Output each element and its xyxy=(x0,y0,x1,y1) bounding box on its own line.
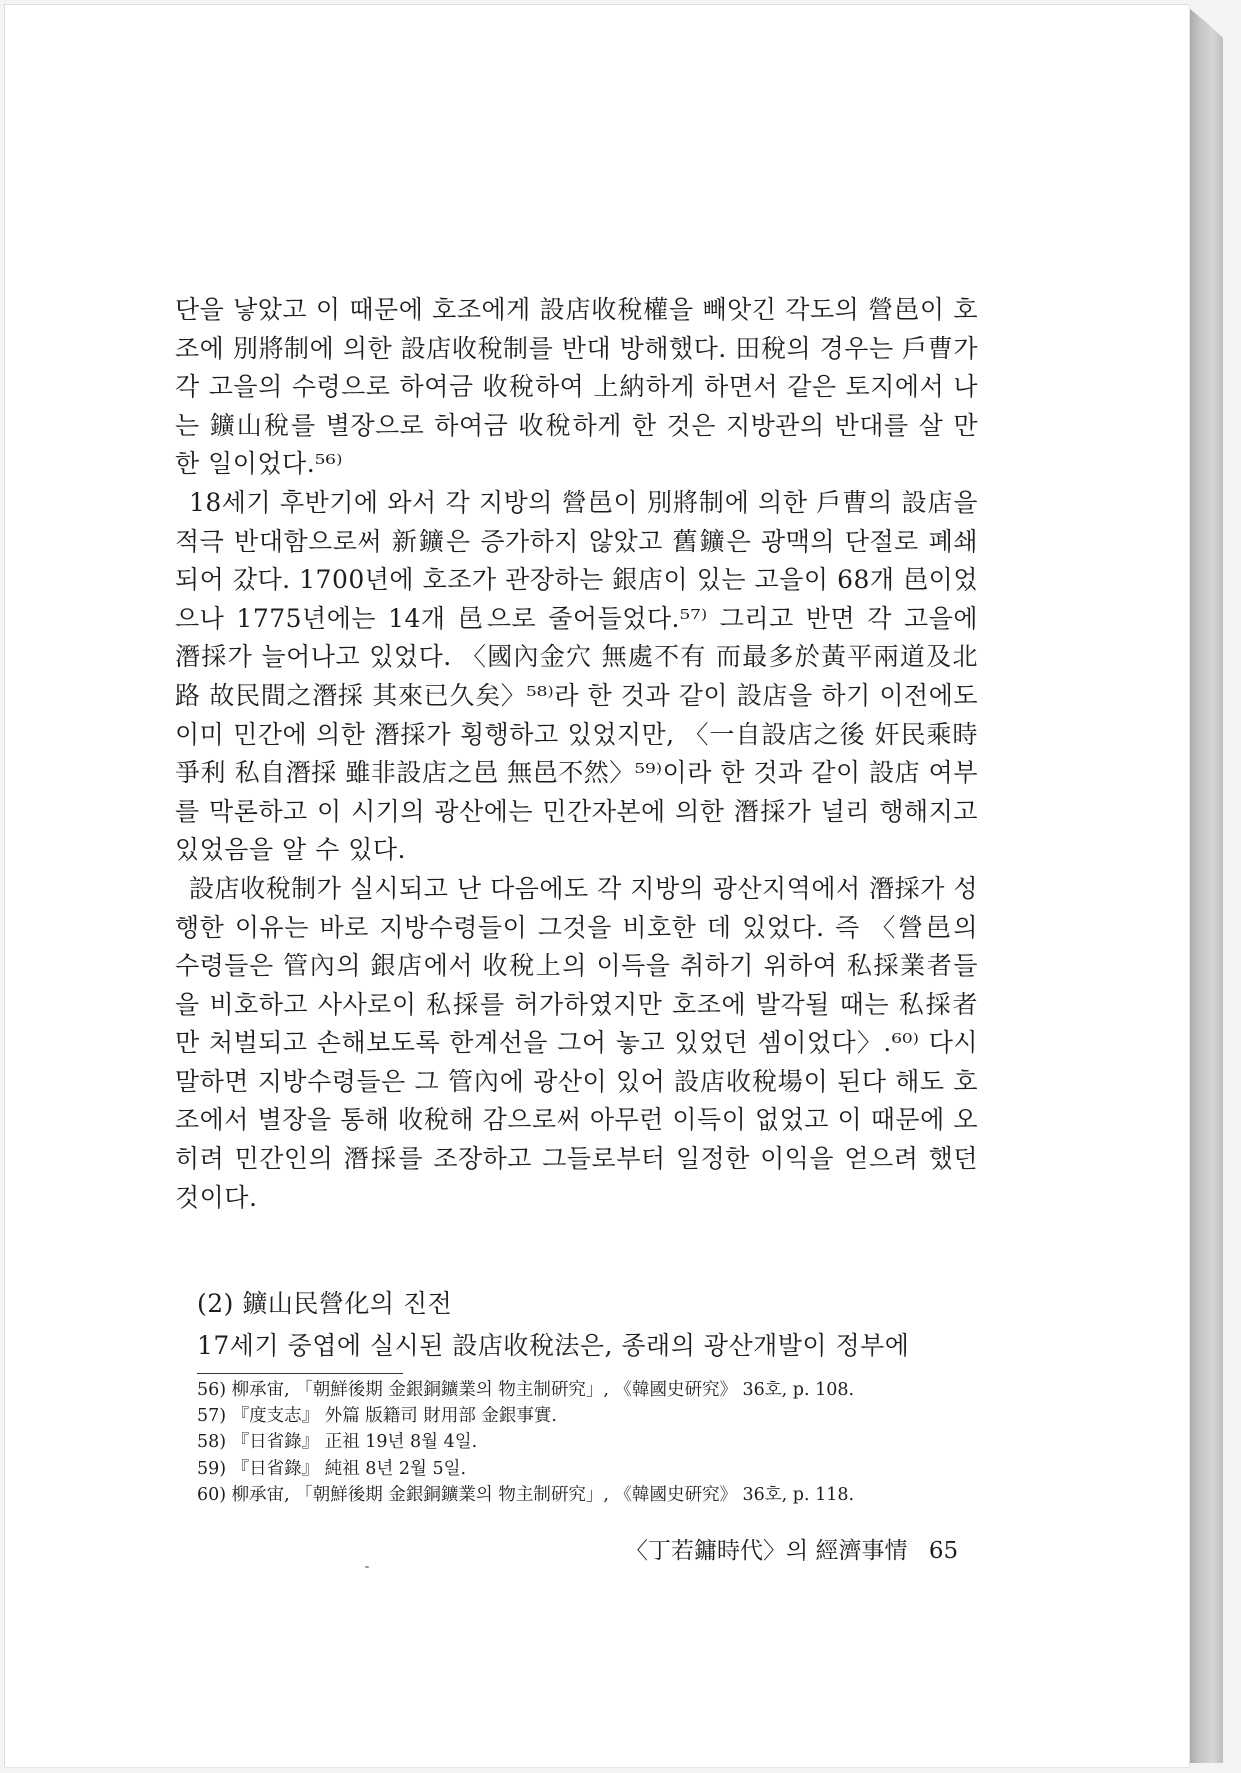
footnote-rule xyxy=(197,1373,403,1374)
scan-speck xyxy=(365,1566,369,1568)
body-text xyxy=(175,291,978,1217)
section-heading: (2) 鑛山民營化의 진전 xyxy=(197,1289,453,1318)
body-paragraph: 18세기 후반기에 와서 각 지방의 營邑이 別將制에 의한 戶曹의 設店을 적극 반대함으로써 新鑛은 증가하지 않았고 舊鑛은 광맥의 단절로 폐쇄되어 갔다. 1700년에 호조가 관장하는 銀店이 있는 고을이 68개 邑이었으나 1775년에는 14개 邑으로 줄어들었다.⁵⁷⁾ 그리고 반면 각 고을에 潛採가 늘어나고 있었다. 〈國內金穴 無處不有 而最多於黃平兩道及北路 故民間之潛採 其來已久矣〉⁵⁸⁾라 한 것과 같이 設店을 하기 이전에도 이미 민간에 의한 潛採가 횡행하고 있었지만, 〈一自設店之後 奸民乘時爭利 私自潛採 雖非設店之邑 無邑不然〉⁵⁹⁾이라 한 것과 같이 設店 여부를 막론하고 이 시기의 광산에는 민간자본에 의한 潛採가 널리 행해지고 있었음을 알 수 있다. xyxy=(175,487,978,865)
footnote: 58) 『日省錄』 正祖 19년 8월 4일. xyxy=(197,1432,478,1453)
body-paragraph: 設店收稅制가 실시되고 난 다음에도 각 지방의 광산지역에서 潛採가 성행한 이유는 바로 지방수령들이 그것을 비호한 데 있었다. 즉 〈營邑의 수령들은 管內의 銀店에서 收稅上의 이득을 취하기 위하여 私採業者들을 비호하고 사사로이 私採를 허가하였지만 호조에 발각될 때는 私採者만 처벌되고 손해보도록 한계선을 그어 놓고 있었던 셈이었다〉.⁶⁰⁾ 다시 말하면 지방수령들은 그 管內에 광산이 있어 設店收稅場이 된다 해도 호조에서 별장을 통해 收稅해 감으로써 아무런 이득이 없었고 이 때문에 오히려 민간인의 潛採를 조장하고 그들로부터 일정한 이익을 얻으려 했던 것이다. xyxy=(175,873,978,1212)
running-title: 〈丁若鏞時代〉의 經濟事情 xyxy=(625,1538,908,1564)
book-page xyxy=(4,4,1189,1767)
footnote: 57) 『度支志』 外篇 版籍司 財用部 金銀事實. xyxy=(197,1406,557,1427)
footnote: 60) 柳承宙, 「朝鮮後期 金銀銅鑛業의 物主制硏究」, 《韓國史硏究》 36호, p. 118. xyxy=(197,1484,855,1505)
page-edge-line xyxy=(1189,8,1190,1763)
page-number: 65 xyxy=(928,1538,959,1564)
footnote: 59) 『日省錄』 純祖 8년 2월 5일. xyxy=(197,1458,467,1479)
footnote: 56) 柳承宙, 「朝鮮後期 金銀銅鑛業의 物主制硏究」, 《韓國史硏究》 36호, p. 108. xyxy=(197,1380,855,1400)
page-footer xyxy=(625,1535,959,1567)
section-first-line: 17세기 중엽에 실시된 設店收稅法은, 종래의 광산개발이 정부에 xyxy=(197,1331,910,1360)
page-edge-shadow xyxy=(1189,8,1223,1763)
footnote-list xyxy=(197,1377,997,1508)
body-paragraph: 단을 낳았고 이 때문에 호조에게 設店收稅權을 빼앗긴 각도의 營邑이 호조에 別將制에 의한 設店收稅制를 반대 방해했다. 田稅의 경우는 戶曹가 각 고을의 수령으로 하여금 收稅하여 上納하게 하면서 같은 토지에서 나는 鑛山稅를 별장으로 하여금 收稅하게 한 것은 지방관의 반대를 살 만한 일이었다.⁵⁶⁾ xyxy=(175,295,978,479)
